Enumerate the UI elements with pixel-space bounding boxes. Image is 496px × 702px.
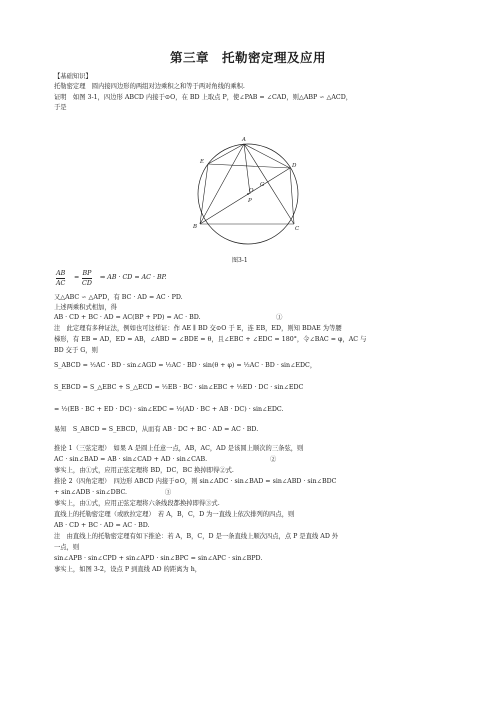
equation-3: + sin∠ADB · sin∠DBC. ③ [54, 489, 172, 496]
label-g: G [260, 182, 265, 188]
line-theorem-equation: AB · CD + BC · AD = AC · BD. [54, 522, 150, 529]
label-p: P [248, 198, 252, 204]
figure-3-1 [178, 132, 318, 250]
corollary-2: 推论 2（四角定理） 四边形 ABCD 内接于⊙O，则 sin∠ADC · sin∠BAD = sin∠ABD · sin∠BDC [54, 478, 337, 485]
text-line: 事实上，由①式，应用正弦定理将六条线段都换掉即得③式. [54, 500, 220, 507]
fraction-bar [82, 278, 92, 279]
equation-1: AB · CD + BC · AD = AC(BP + PD) = AC · BD. ① [54, 314, 283, 321]
equation-2: AC · sin∠BAD = AB · sin∠CAD + AD · sin∠CAB. ② [54, 456, 277, 463]
note-line: 梯形，有 EB = AD，ED = AB，∠ABD = ∠BDE = θ，且∠EBC + ∠EDC = 180°，令∠BAC = φ，AC 与 [54, 336, 367, 343]
equals-sign: = [74, 274, 80, 281]
area-formula: S_EBCD = S_△EBC + S_△ECD = ½EB · BC · sin∠EBC + ½ED · DC · sin∠EDC [54, 384, 304, 391]
figure-caption: 图3-1 [232, 257, 248, 264]
denominator: AC [56, 280, 66, 287]
sine-identity: sin∠APB · sin∠CPD + sin∠APD · sin∠BPC = sin∠APC · sin∠BPD. [54, 555, 263, 562]
proportion-2 [82, 270, 92, 287]
line-theorem: 直线上的托勒密定理（或欧拉定理） 若 A，B，C，D 为一直线上依次排列的四点，则 [54, 511, 295, 518]
section-heading: 【基础知识】 [54, 73, 92, 80]
text-line: 易知 S_ABCD = S_EBCD，从而有 AB · DC + BC · AD = AC · BD. [54, 426, 259, 433]
fraction-bar [56, 278, 65, 279]
proof-line: 于是 [54, 104, 67, 111]
label-d: D [292, 163, 297, 169]
area-formula: S_ABCD = ½AC · BD · sin∠AGD = ½AC · BD · sin(θ + φ) = ½AC · BD · sin∠EDC， [54, 362, 317, 369]
note-line: BD 交于 G，则 [54, 347, 98, 354]
chapter-title: 第三章 托勒密定理及应用 [169, 50, 326, 65]
area-formula: = ½(EB · BC + ED · DC) · sin∠EDC = ½(AD · BC + AB · DC) · sin∠EDC. [54, 406, 284, 413]
label-c: C [295, 226, 300, 232]
text-line: 事实上，由①式，应用正弦定理将 BD，DC，BC 换掉即得②式. [54, 467, 234, 474]
text-line: 又△ABC ∽ △APD，有 BC · AD = AC · PD. [54, 294, 183, 301]
label-b: B [193, 224, 198, 230]
label-e: E [200, 159, 205, 165]
numerator: BP [82, 270, 92, 277]
proof-line: 证明 如图 3-1，四边形 ABCD 内接于⊙O，在 BD 上取点 P，使∠PAB = ∠CAD，则△ABP ∽ △ACD， [54, 94, 353, 101]
label-o: O [249, 188, 254, 194]
proportion-1 [56, 270, 65, 287]
theorem-statement: 托勒密定理 圆内接四边形的两组对边乘积之和等于两对角线的乘积. [54, 83, 245, 90]
note-line: 注 此定理有多种证法，例如也可这样证：作 AE ∥ BD 交⊙O 于 E，连 EB，ED，则知 BDAE 为等腰 [54, 325, 342, 332]
numerator: AB [56, 270, 66, 277]
note-line: 一点，则 [54, 544, 80, 551]
text-line: 事实上，如图 3-2，设点 P 到直线 AD 的距离为 h， [54, 566, 202, 573]
denominator: CD [82, 280, 92, 287]
corollary-1: 推论 1（三弦定理） 如果 A 是圆上任意一点，AB，AC，AD 是该圆上顺次的三条弦，则 [54, 445, 304, 452]
proportion-result: ⇒ AB · CD = AC · BP. [100, 274, 167, 281]
note-line: 注 由直线上的托勒密定理有如下推论：若 A，B，C，D 是一条直线上顺次四点，点 P 是直线 AD 外 [54, 533, 339, 540]
text-line: 上述两乘积式相加，得 [54, 304, 117, 311]
label-a: A [242, 137, 246, 143]
